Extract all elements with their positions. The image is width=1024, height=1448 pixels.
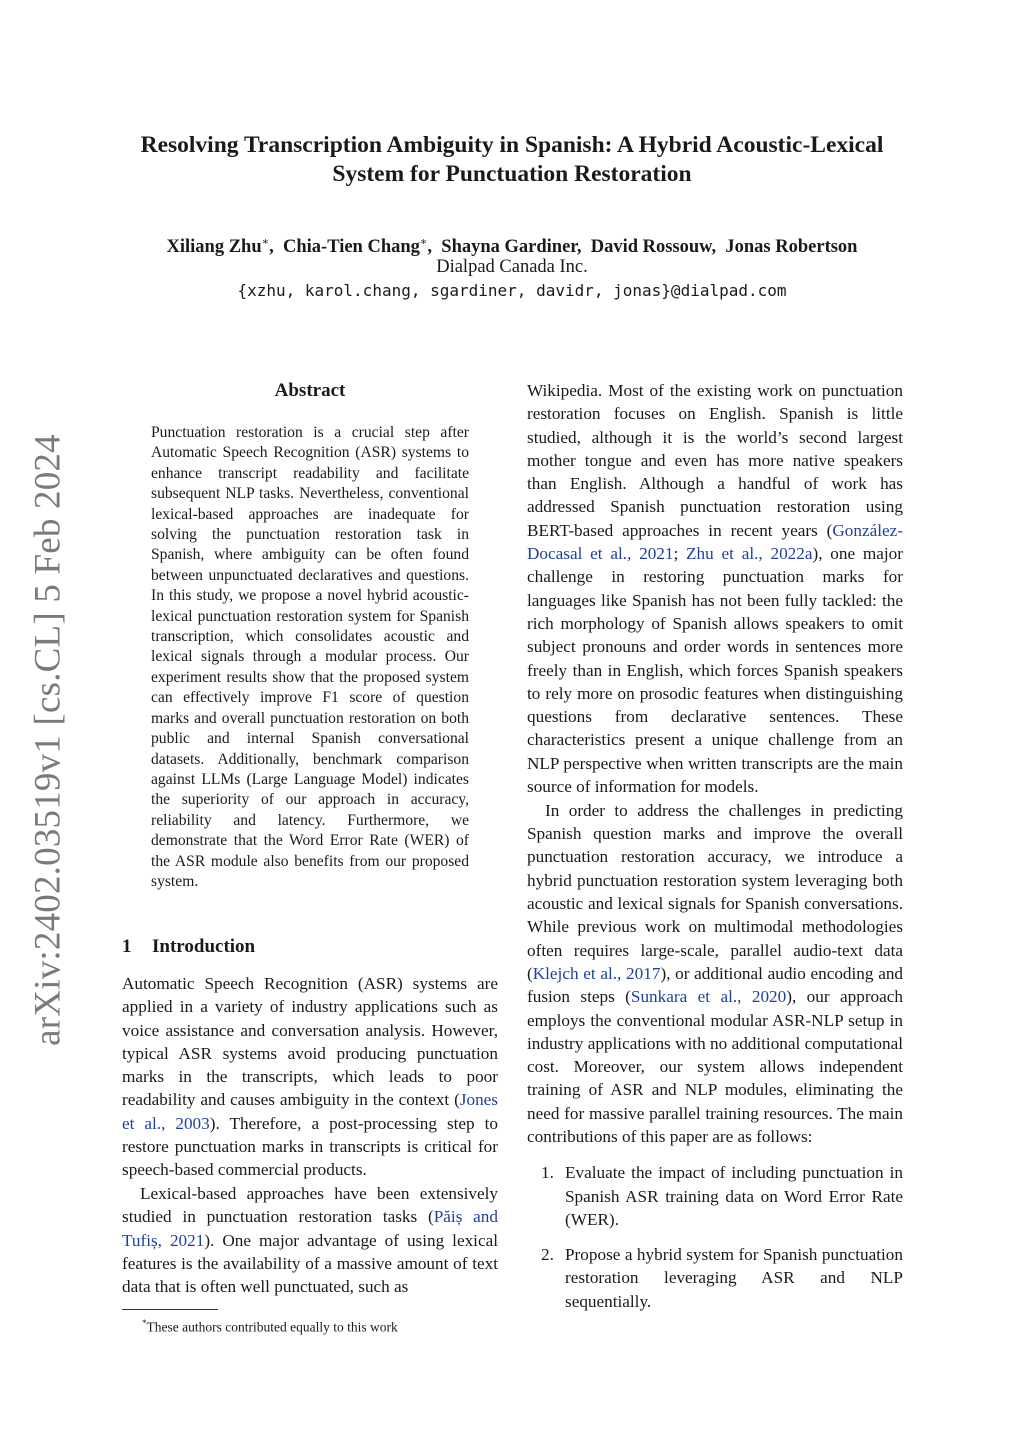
author-emails: {xzhu, karol.chang, sgardiner, davidr, jonas}@dialpad.com	[237, 281, 787, 300]
citation-link[interactable]: Păiș and Tufiș, 2021	[122, 1207, 498, 1250]
citation-link[interactable]: Zhu et al., 2022a	[686, 544, 813, 564]
abstract-heading: Abstract	[274, 380, 346, 401]
title-line-1: Resolving Transcription Ambiguity in Spanish: A Hybrid Acoustic-Lexical	[140, 132, 884, 158]
citation-link[interactable]: Jones et al., 2003	[122, 1090, 498, 1133]
list-text: Evaluate the impact of including punctuation in Spanish ASR training data on Word Error Rate (WER).	[565, 1163, 903, 1229]
citation-link[interactable]: Sunkara et al., 2020	[630, 987, 787, 1007]
author-name: David Rossouw	[590, 237, 712, 258]
author-name: Jonas Robertson	[725, 237, 858, 258]
list-text: Propose a hybrid system for Spanish punctuation restoration leveraging ASR and NLP sequentially.	[565, 1245, 903, 1311]
right-column	[527, 379, 903, 1325]
equal-contribution-mark: ∗	[261, 236, 270, 248]
affiliation: Dialpad Canada Inc.	[436, 257, 588, 277]
list-item	[527, 1243, 903, 1313]
contributions-list	[527, 1161, 903, 1313]
paragraph: In order to address the challenges in predicting Spanish question marks and improve the overall punctuation restoration accuracy, we introduce a hybrid punctuation restoration system leveraging both acoustic and lexical signals for Spanish conversations. While previous work on multimodal methodologies often requires large-scale, parallel audio-text data (Klejch et al., 2017), or additional audio encoding and fusion steps (Sunkara et al., 2020), our approach employs the conventional modular ASR-NLP setup in industry applications with no additional computational cost. Moreover, our system allows independent training of ASR and NLP modules, eliminating the need for massive parallel training resources. The main contributions of this paper are as follows:	[527, 800, 904, 1146]
title-line-2: System for Punctuation Restoration	[332, 161, 692, 187]
paragraph: Wikipedia. Most of the existing work on punctuation restoration focuses on English. Spanish is little studied, although it is the world’s second largest mother tongue and even has more native speakers than English. Although a handful of work has addressed Spanish punctuation restoration using BERT-based approaches in recent years (González-Docasal et al., 2021; Zhu et al., 2022a), one major challenge in restoring punctuation marks for languages like Spanish has not been fully tackled: the rich morphology of Spanish allows speakers to omit subject pronouns and order words in sentences more freely than in English, which forces Spanish speakers to rely more on prosodic features when distinguishing questions from declarative sentences. These characteristics present a unique challenge from an NLP perspective when written transcripts are the main source of information for models.	[527, 381, 903, 797]
footnote-mark: *	[142, 1318, 147, 1328]
abstract-body: Punctuation restoration is a crucial step after Automatic Speech Recognition (ASR) systems to enhance transcript readability and facilitate subsequent NLP tasks. Nevertheless, conventional lexical-based approaches are inadequate for solving the punctuation restoration task in Spanish, where ambiguity can be often found between unpunctuated declaratives and questions. In this study, we propose a novel hybrid acoustic-lexical punctuation restoration system for Spanish transcription, which consolidates acoustic and lexical signals through a modular process. Our experiment results show that the proposed system can effectively improve F1 score of question marks and overall punctuation restoration on both public and internal Spanish conversational datasets. Additionally, benchmark comparison against LLMs (Large Language Model) indicates the superiority of our approach in accuracy, reliability and latency. Furthermore, we demonstrate that the Word Error Rate (WER) of the ASR module also benefits from our proposed system.	[151, 424, 469, 890]
author-name: Xiliang Zhu	[166, 237, 262, 258]
list-number: 2.	[541, 1245, 554, 1265]
section-title: Introduction	[152, 936, 256, 957]
paragraph: Lexical-based approaches have been extensively studied in punctuation restoration tasks (Păiș and Tufiș, 2021). One major advantage of using lexical features is the availability of a massive amount of text data that is often well punctuated, such as	[122, 1184, 498, 1297]
author-list: Xiliang Zhu∗, Chia-Tien Chang∗, Shayna Gardiner, David Rossouw, Jonas Robertson	[166, 236, 858, 258]
equal-contribution-mark: ∗	[419, 236, 428, 248]
arxiv-identifier: arXiv:2402.03519v1 [cs.CL] 5 Feb 2024	[27, 434, 69, 1046]
section-heading-introduction	[122, 934, 255, 960]
paragraph: Automatic Speech Recognition (ASR) systems are applied in a variety of industry applications such as voice assistance and conversation analysis. However, typical ASR systems avoid producing punctuation marks in the transcripts, which leads to poor readability and causes ambiguity in the context (Jones et al., 2003). Therefore, a post-processing step to restore punctuation marks in transcripts is critical for speech-based commercial products.	[122, 974, 498, 1180]
footnote	[142, 1314, 498, 1337]
citation-link[interactable]: González-Docasal et al., 2021	[527, 520, 903, 564]
list-item	[527, 1161, 903, 1231]
footnote-divider	[122, 1309, 218, 1310]
author-name: Shayna Gardiner	[441, 237, 577, 258]
footnote-text: These authors contributed equally to this work	[146, 1319, 398, 1335]
section-number: 1	[122, 936, 132, 957]
citation-link[interactable]: Klejch et al., 2017	[532, 963, 661, 983]
left-column	[122, 972, 498, 1299]
list-number: 1.	[541, 1163, 554, 1183]
author-name: Chia-Tien Chang	[283, 237, 420, 258]
paper-title	[100, 131, 924, 189]
